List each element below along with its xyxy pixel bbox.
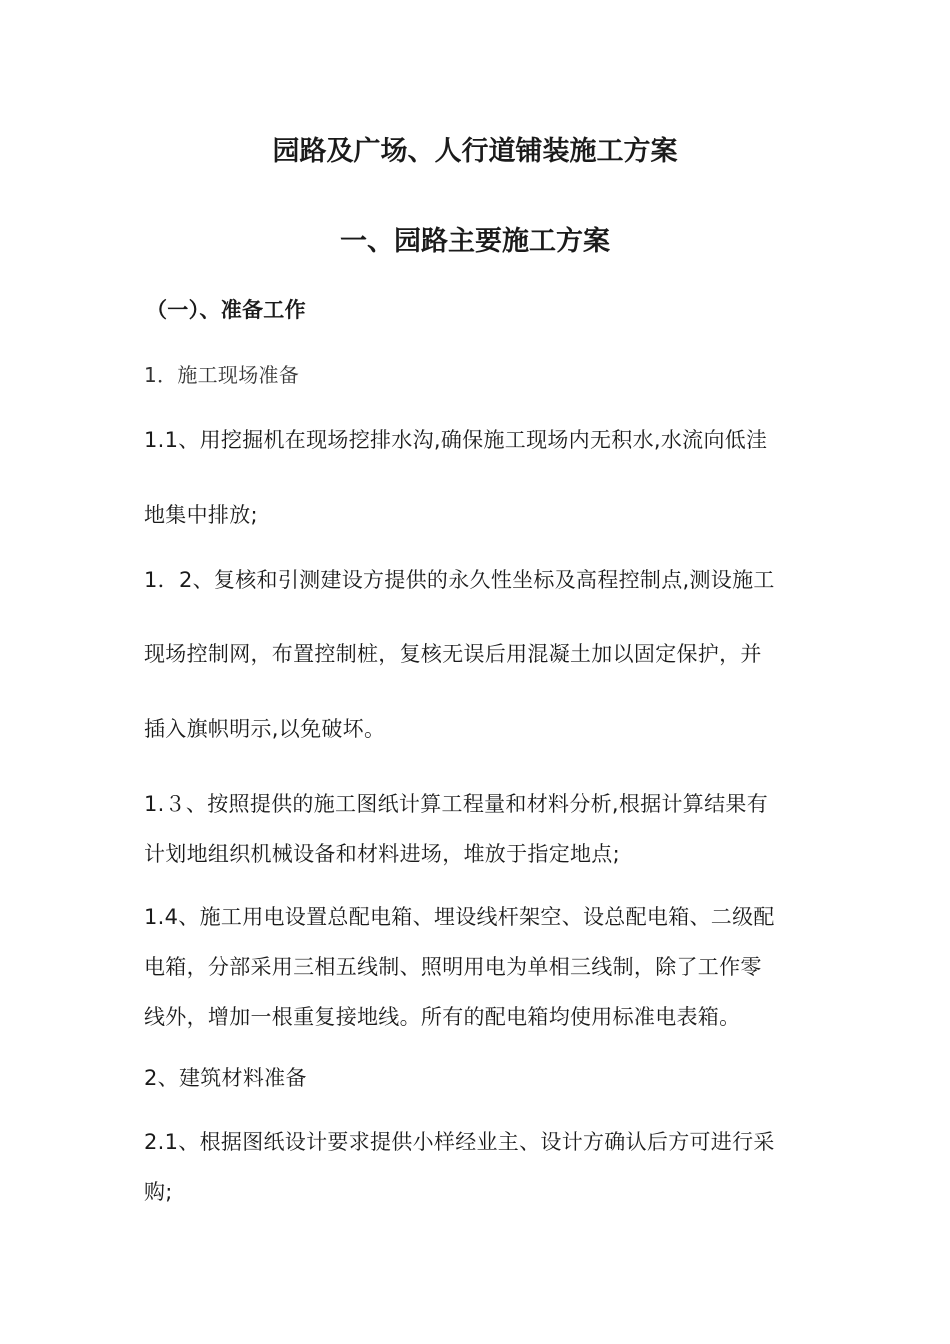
section-heading: 一、园路主要施工方案 [340, 226, 610, 257]
paragraph-2-1-line-1: 2.1、根据图纸设计要求提供小样经业主、设计方确认后方可进行采 [144, 1130, 775, 1154]
document-title: 园路及广场、人行道铺装施工方案 [272, 136, 678, 167]
paragraph-1-4-line-1: 1.4、施工用电设置总配电箱、埋设线杆架空、设总配电箱、二级配 [144, 905, 775, 929]
paragraph-1-1-line-1: 1.1、用挖掘机在现场挖排水沟,确保施工现场内无积水,水流向低洼 [144, 428, 768, 452]
item-1-heading: 1．施工现场准备 [144, 363, 300, 387]
paragraph-1-2-line-1: 1．2、复核和引测建设方提供的永久性坐标及高程控制点,测设施工 [144, 568, 775, 592]
paragraph-1-2-line-3: 插入旗帜明示,以免破坏。 [144, 717, 386, 741]
paragraph-1-2-line-2: 现场控制网，布置控制桩，复核无误后用混凝土加以固定保护，并 [144, 642, 762, 666]
paragraph-1-3-line-2: 计划地组织机械设备和材料进场，堆放于指定地点; [144, 842, 620, 866]
paragraph-1-3-line-1: 1.３、按照提供的施工图纸计算工程量和材料分析,根据计算结果有 [144, 792, 769, 816]
subsection-heading: （一）、准备工作 [146, 298, 306, 322]
paragraph-1-1-line-2: 地集中排放; [144, 503, 258, 527]
paragraph-2-1-line-2: 购; [144, 1180, 173, 1204]
paragraph-1-4-line-3: 线外，增加一根重复接地线。所有的配电箱均使用标准电表箱。 [144, 1005, 741, 1029]
item-2-heading: 2、建筑材料准备 [144, 1066, 307, 1090]
paragraph-1-4-line-2: 电箱，分部采用三相五线制、照明用电为单相三线制，除了工作零 [144, 955, 762, 979]
